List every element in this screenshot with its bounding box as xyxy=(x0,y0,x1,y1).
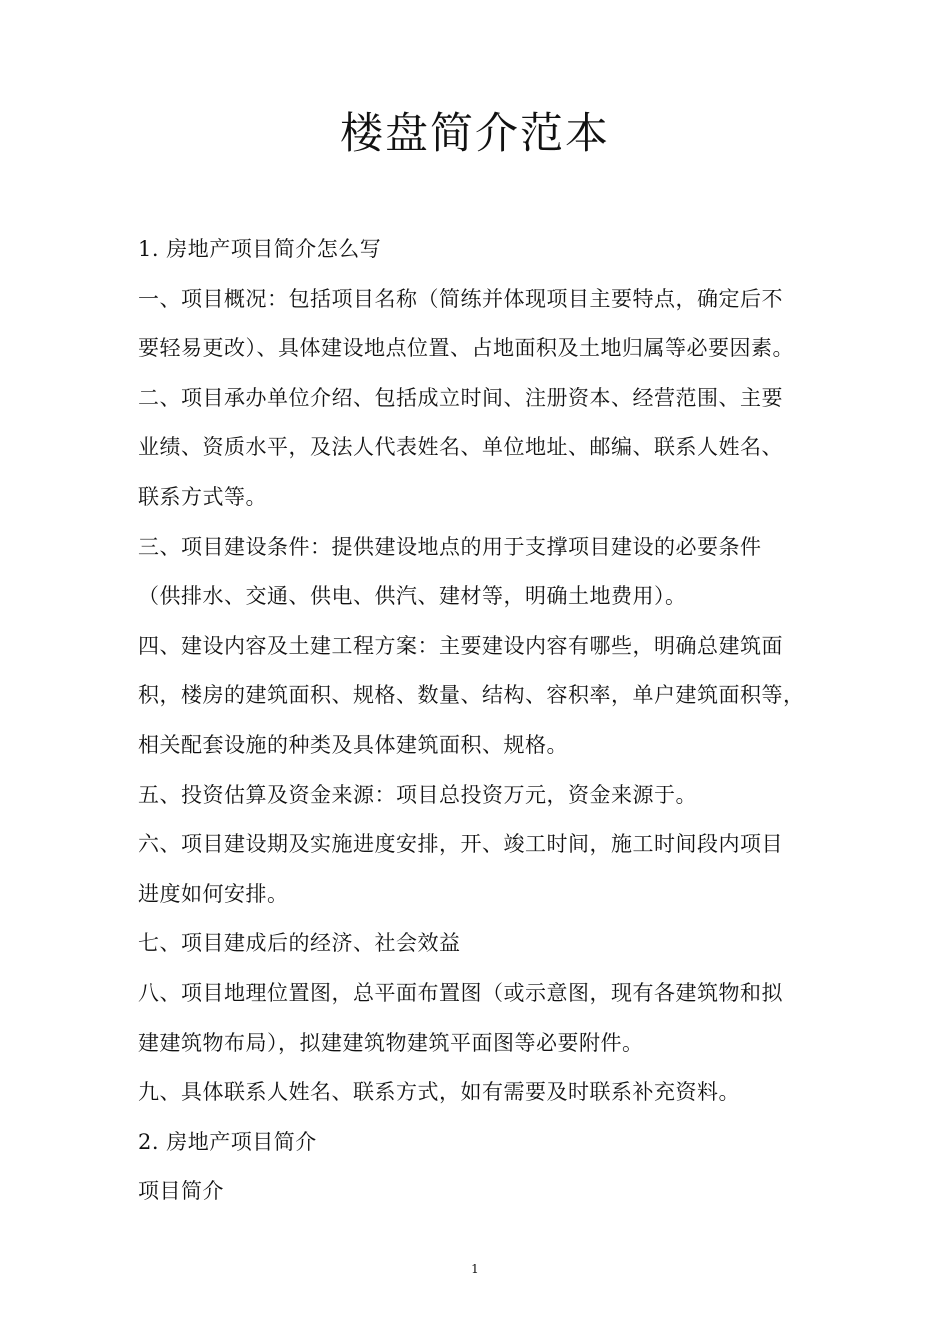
page-number: 1 xyxy=(471,1262,479,1276)
text-line: （供排水、交通、供电、供汽、建材等，明确土地费用）。 xyxy=(138,584,687,609)
text-line: 八、项目地理位置图，总平面布置图（或示意图，现有各建筑物和拟 xyxy=(138,980,783,1005)
text-line: 一、项目概况：包括项目名称（简练并体现项目主要特点，确定后不 xyxy=(138,286,783,311)
text-line: 1. 房地产项目简介怎么写 xyxy=(138,237,382,261)
text-line: 2. 房地产项目简介 xyxy=(138,1129,317,1154)
text-line: 建建筑物布局），拟建建筑物建筑平面图等必要附件。 xyxy=(138,1030,644,1055)
text-line: 四、建设内容及土建工程方案：主要建设内容有哪些，明确总建筑面 xyxy=(138,633,783,658)
text-line: 五、投资估算及资金来源：项目总投资万元，资金来源于。 xyxy=(138,782,697,807)
text-line: 三、项目建设条件：提供建设地点的用于支撑项目建设的必要条件 xyxy=(138,534,762,559)
text-line: 相关配套设施的种类及具体建筑面积、规格。 xyxy=(138,732,568,757)
document-body xyxy=(138,225,838,1217)
text-line: 项目简介 xyxy=(138,1179,224,1204)
document-title: 楼盘简介范本 xyxy=(340,109,610,159)
text-line: 七、项目建成后的经济、社会效益 xyxy=(138,931,461,956)
text-line: 六、项目建设期及实施进度安排，开、竣工时间，施工时间段内项目 xyxy=(138,832,783,857)
text-line: 二、项目承办单位介绍、包括成立时间、注册资本、经营范围、主要 xyxy=(138,385,783,410)
text-line: 联系方式等。 xyxy=(138,484,267,509)
text-line: 要轻易更改）、具体建设地点位置、占地面积及土地归属等必要因素。 xyxy=(138,336,794,361)
text-line: 进度如何安排。 xyxy=(138,881,289,906)
text-line: 业绩、资质水平，及法人代表姓名、单位地址、邮编、联系人姓名、 xyxy=(138,435,783,460)
text-line: 积，楼房的建筑面积、规格、数量、结构、容积率，单户建筑面积等， xyxy=(138,683,805,708)
text-line: 九、具体联系人姓名、联系方式，如有需要及时联系补充资料。 xyxy=(138,1080,740,1105)
